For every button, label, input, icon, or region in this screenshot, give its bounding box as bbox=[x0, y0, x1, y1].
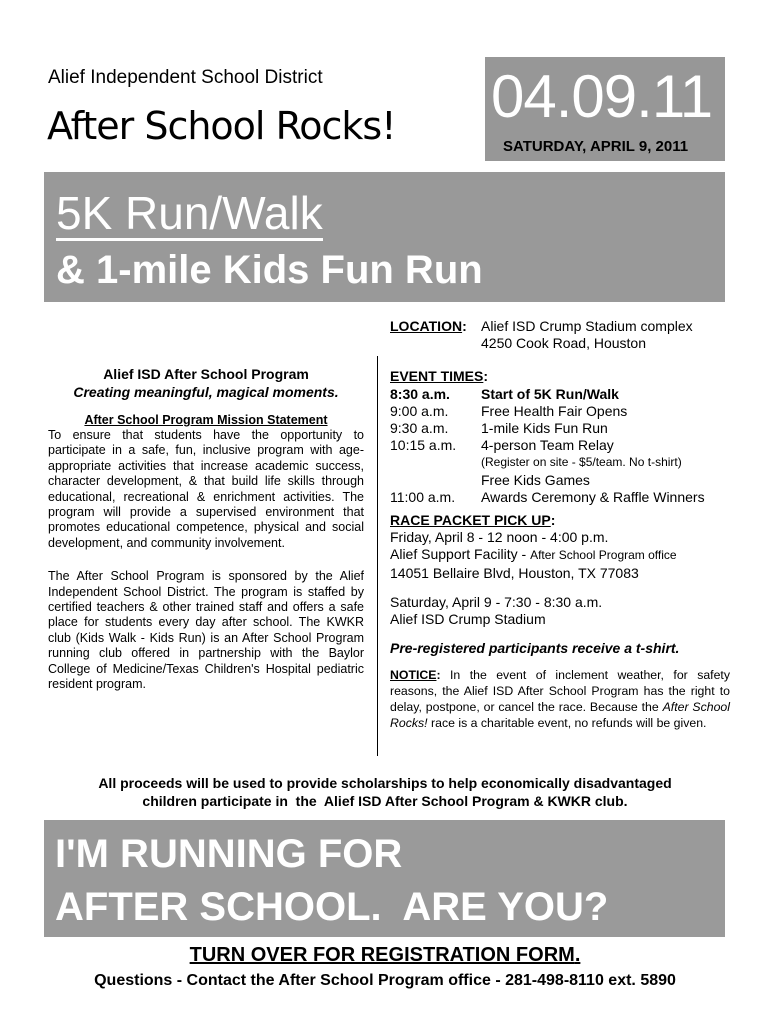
packet-label: RACE PACKET PICK UP bbox=[390, 512, 551, 529]
banner-running-line2: AFTER SCHOOL. ARE YOU? bbox=[55, 885, 609, 929]
top-banner bbox=[44, 172, 725, 302]
packet-friday-date: Friday, April 8 - 12 noon - 4:00 p.m. bbox=[390, 529, 609, 546]
contact-line: Questions - Contact the After School Program office - 281-498-8110 ext. 5890 bbox=[94, 972, 676, 989]
packet-friday-office: After School Program office bbox=[530, 548, 677, 563]
proceeds-line2: children participate in the Alief ISD After School Program & KWKR club. bbox=[142, 793, 628, 809]
packet-friday-place: Alief Support Facility - bbox=[390, 546, 531, 563]
location-line1: Alief ISD Crump Stadium complex bbox=[481, 318, 693, 334]
program-name: Alief ISD After School Program bbox=[103, 366, 309, 382]
district-name: Alief Independent School District bbox=[48, 67, 323, 88]
sponsor-text: The After School Program is sponsored by the Alief Independent School District. The program is staffed by certified teachers & other trained staff and offers a safe place for students every day after school. The KWKR club (Kids Walk - Kids Run) is an After School Program running club offered in partnership with the Baylor College of Medicine/Texas Children's Hospital pediatric resident program. bbox=[48, 569, 364, 692]
bottom-banner bbox=[44, 820, 725, 937]
proceeds-statement bbox=[60, 774, 710, 810]
kids-games: Free Kids Games bbox=[481, 471, 590, 488]
packet-saturday-date: Saturday, April 9 - 7:30 - 8:30 a.m. bbox=[390, 593, 603, 610]
event-desc: Free Health Fair Opens bbox=[481, 402, 628, 419]
packet-friday-address: 14051 Bellaire Blvd, Houston, TX 77083 bbox=[390, 564, 639, 581]
date-long: SATURDAY, APRIL 9, 2011 bbox=[503, 138, 689, 155]
event-desc: 4-person Team Relay bbox=[481, 437, 614, 454]
proceeds-line1: All proceeds will be used to provide scholarships to help economically disadvantaged bbox=[98, 775, 672, 791]
event-title: After School Rocks! bbox=[47, 104, 396, 148]
date-box bbox=[485, 57, 725, 161]
column-divider bbox=[377, 356, 378, 756]
banner-running-line1: I'M RUNNING FOR bbox=[55, 832, 403, 876]
packet-saturday-place: Alief ISD Crump Stadium bbox=[390, 611, 546, 628]
program-tagline: Creating meaningful, magical moments. bbox=[73, 384, 339, 400]
turnover-note: TURN OVER FOR REGISTRATION FORM. bbox=[189, 944, 581, 966]
event-time: 9:00 a.m. bbox=[390, 402, 449, 419]
banner-5k-heading: 5K Run/Walk bbox=[56, 187, 323, 239]
relay-note: (Register on site - $5/team. No t-shirt) bbox=[481, 455, 682, 470]
event-times-label: EVENT TIMES bbox=[390, 368, 484, 385]
notice-label: NOTICE bbox=[390, 668, 437, 683]
right-column: LOCATION: Alief ISD Crump Stadium complex 4250 Cook Road, Houston EVENT TIMES: 8:30 a.m. Start of 5K Run/Walk 9:00 a.m. Free Health Fair Opens 9:30 a.m. 1-mile Kids Fun Run 10:15 a.m. 4-person Team Relay (Register on site - $5/team. No t-shirt) Free Kids Games 11:00 a.m. Awards Ceremony & Raffle Winners RACE PACKET PICK UP: Friday, April 8 - 12 noon - 4:00 p.m. Alief Support Facility - After School Program office 14051 Bellaire Blvd, Houston, TX 77083 Saturday, April 9 - 7:30 - 8:30 a.m. Alief ISD Crump Stadium Pre-registered participants receive a t-shirt. NOTICE: In the event of inclement weather, for safety reasons, the Alief ISD After School Program has the right to delay, postpone, or cancel the race. Because the After School Rocks! race is a charitable event, no refunds will be given. bbox=[390, 318, 730, 731]
banner-kids-run-heading: & 1-mile Kids Fun Run bbox=[56, 248, 483, 292]
event-desc: Start of 5K Run/Walk bbox=[481, 385, 619, 402]
notice-text: NOTICE: In the event of inclement weather, for safety reasons, the Alief ISD After School Program has the right to delay, postpone, or cancel the race. Because the After School Rocks! race is a charitable event, no refunds will be given. bbox=[390, 668, 730, 731]
mission-heading: After School Program Mission Statement bbox=[84, 413, 328, 427]
event-time: 9:30 a.m. bbox=[390, 420, 449, 437]
tshirt-note: Pre-registered participants receive a t-shirt. bbox=[390, 640, 680, 657]
date-short: 04.09.11 bbox=[491, 63, 713, 130]
left-column bbox=[48, 365, 364, 693]
event-time: 11:00 a.m. bbox=[390, 488, 456, 505]
location-line2: 4250 Cook Road, Houston bbox=[481, 335, 646, 352]
mission-text: To ensure that students have the opportunity to participate in a safe, fun, inclusive program with age-appropriate activities that increase academic success, character development, & that build life skills through educational, recreational & enrichment activities. The program will provide a supervised environment that promotes educational competence, physical and social development, and community involvement. bbox=[48, 428, 364, 550]
event-desc: Awards Ceremony & Raffle Winners bbox=[481, 488, 705, 505]
location-label: LOCATION bbox=[390, 318, 463, 334]
event-time: 8:30 a.m. bbox=[390, 385, 450, 402]
event-time: 10:15 a.m. bbox=[390, 437, 457, 454]
event-desc: 1-mile Kids Fun Run bbox=[481, 420, 608, 437]
